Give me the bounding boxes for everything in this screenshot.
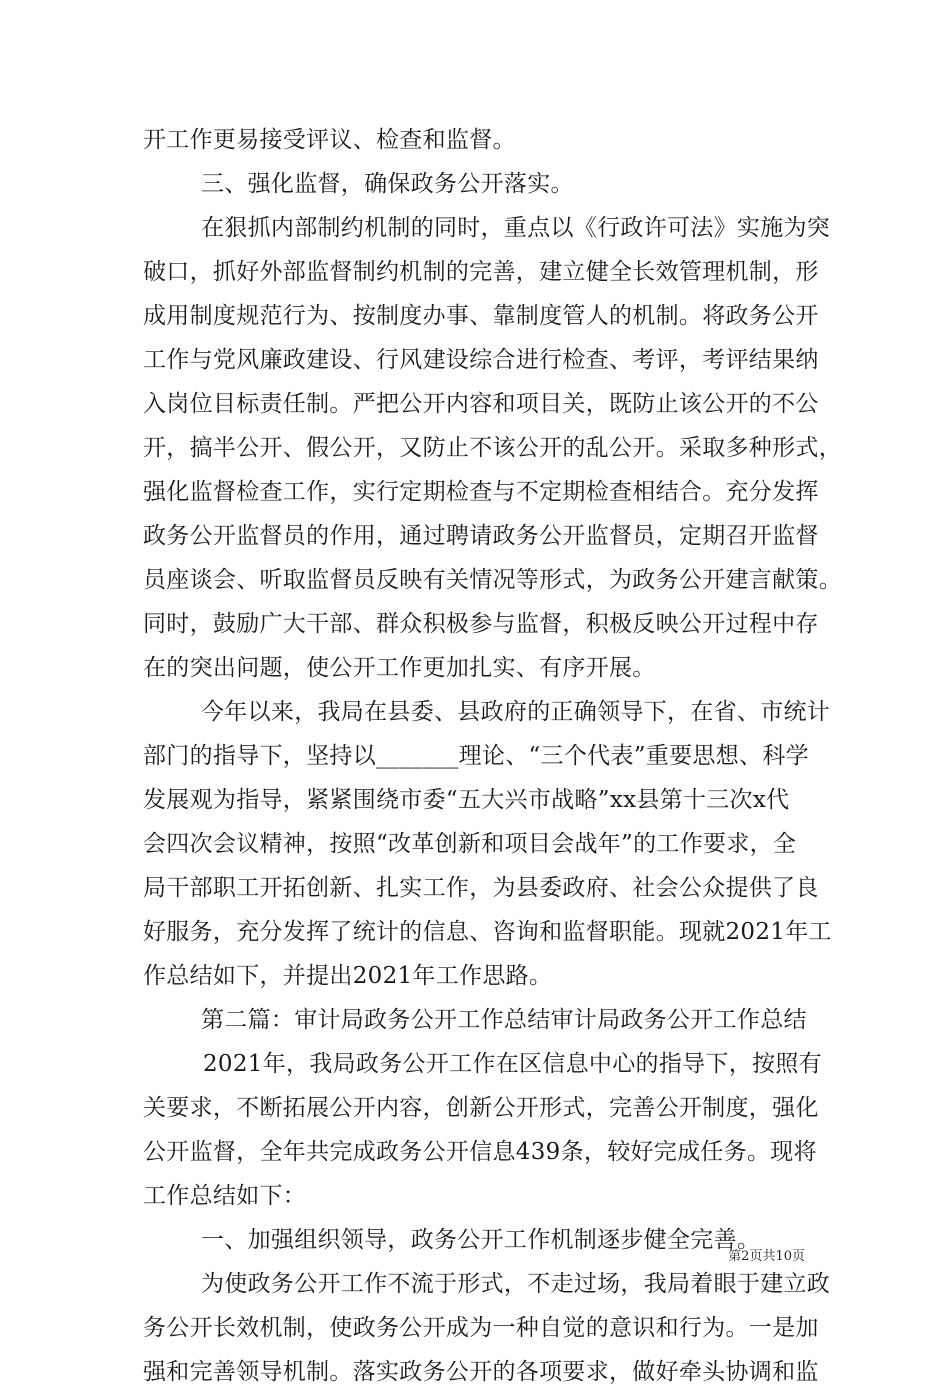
text-line: 工作与党风廉政建设、行风建设综合进行检查、考评，考评结果纳 [143,347,819,373]
text-line: 成用制度规范行为、按制度办事、靠制度管人的机制。将政务公开 [143,303,819,329]
page-number: 第2页共10页 [728,1249,805,1264]
text-line: 工作总结如下： [143,1183,307,1209]
text-line: 同时，鼓励广大干部、群众积极参与监督，积极反映公开过程中存 [143,611,819,637]
text-line: 入岗位目标责任制。严把公开内容和项目关，既防止该公开的不公 [143,391,819,417]
text-line: 在狠抓内部制约机制的同时，重点以《行政许可法》实施为突 [201,215,831,241]
text-line: 为使政务公开工作不流于形式，不走过场，我局着眼于建立政 [201,1271,831,1297]
text-line: 2021年，我局政务公开工作在区信息中心的指导下，按照有 [203,1051,822,1077]
text-line: 员座谈会、听取监督员反映有关情况等形式，为政务公开建言献策。 [143,567,842,593]
document-body [143,118,842,1394]
text-line: 政务公开监督员的作用，通过聘请政务公开监督员，定期召开监督 [143,523,819,549]
text-line: 局干部职工开拓创新、扎实工作，为县委政府、社会公众提供了良 [143,875,819,901]
text-line: 关要求，不断拓展公开内容，创新公开形式，完善公开制度，强化 [143,1095,819,1121]
section-heading: 三、强化监督，确保政务公开落实。 [201,171,574,197]
text-line: 开工作更易接受评议、检查和监督。 [143,127,516,153]
text-line: 公开监督，全年共完成政务公开信息439条，较好完成任务。现将 [143,1139,817,1165]
text-line: 破口，抓好外部监督制约机制的完善，建立健全长效管理机制，形 [143,259,819,285]
text-line: 强化监督检查工作，实行定期检查与不定期检查相结合。充分发挥 [143,479,819,505]
text-line: 今年以来，我局在县委、县政府的正确领导下，在省、市统计 [201,699,831,725]
text-line: 强和完善领导机制。落实政务公开的各项要求，做好牵头协调和监 [143,1359,819,1385]
text-line: 作总结如下，并提出2021年工作思路。 [143,963,553,989]
chapter-heading: 第二篇：审计局政务公开工作总结审计局政务公开工作总结 [201,1007,807,1033]
text-line: 发展观为指导，紧紧围绕市委“五大兴市战略”xx县第十三次x代 [143,787,790,813]
text-line: 务公开长效机制，使政务公开成为一种自觉的意识和行为。一是加 [143,1315,819,1341]
text-line: 在的突出问题，使公开工作更加扎实、有序开展。 [143,655,656,681]
text-line: 会四次会议精神，按照“改革创新和项目会战年”的工作要求，全 [143,831,797,857]
text-line: 好服务，充分发挥了统计的信息、咨询和监督职能。现就2021年工 [143,919,832,945]
text-line: 开，搞半公开、假公开，又防止不该公开的乱公开。采取多种形式， [143,435,842,461]
text-line: 部门的指导下，坚持以_______理论、“三个代表”重要思想、科学 [143,743,809,769]
section-heading: 一、加强组织领导，政务公开工作机制逐步健全完善。 [201,1227,761,1253]
